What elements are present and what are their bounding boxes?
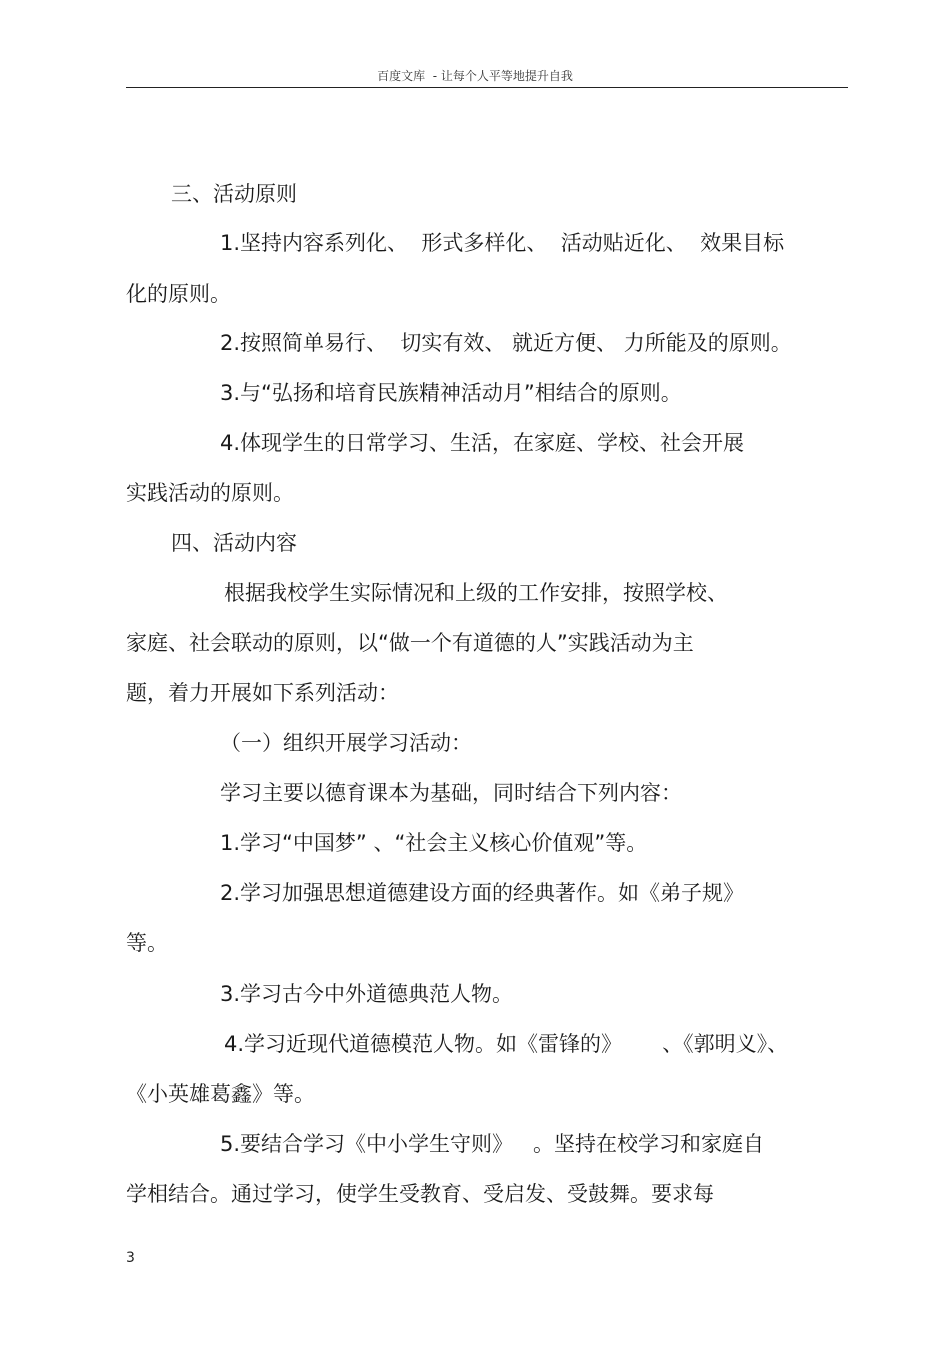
paragraph-line: 根据我校学生实际情况和上级的工作安排，按照学校、: [224, 581, 728, 605]
paragraph-line: 4.体现学生的日常学习、生活，在家庭、学校、社会开展: [220, 431, 745, 455]
paragraph-line: 学相结合。通过学习，使学生受教育、受启发、受鼓舞。要求每: [126, 1182, 714, 1206]
subsection-heading: （一）组织开展学习活动：: [220, 731, 472, 755]
section-heading-principles: 三、活动原则: [171, 182, 297, 206]
paragraph-line: 题，着力开展如下系列活动：: [126, 681, 399, 705]
paragraph-line: 等。: [126, 931, 168, 955]
paragraph-line: 家庭、社会联动的原则，以“做一个有道德的人”实践活动为主: [126, 631, 694, 655]
paragraph-line: 1.坚持内容系列化、 形式多样化、 活动贴近化、 效果目标: [220, 231, 785, 255]
paragraph-line: 学习主要以德育课本为基础，同时结合下列内容：: [220, 781, 682, 805]
paragraph-line: 3.学习古今中外道德典范人物。: [220, 982, 514, 1006]
paragraph-line: 《小英雄葛鑫》等。: [126, 1082, 315, 1106]
paragraph-line: 4.学习近现代道德模范人物。如《雷锋的》 、《郭明义》、: [224, 1032, 789, 1056]
paragraph-line: 1.学习“中国梦” 、“社会主义核心价值观”等。: [220, 831, 648, 855]
paragraph-line: 实践活动的原则。: [126, 481, 294, 505]
section-heading-content: 四、活动内容: [171, 531, 297, 555]
paragraph-line: 2.学习加强思想道德建设方面的经典著作。如《弟子规》: [220, 881, 745, 905]
page-header: 百度文库 - 让每个人平等地提升自我: [377, 69, 573, 83]
header-divider: [126, 87, 848, 88]
paragraph-line: 3.与“弘扬和培育民族精神活动月”相结合的原则。: [220, 381, 682, 405]
paragraph-line: 化的原则。: [126, 282, 231, 306]
page-number: 3: [126, 1250, 135, 1266]
paragraph-line: 2.按照简单易行、 切实有效、 就近方便、 力所能及的原则。: [220, 331, 792, 355]
paragraph-line: 5.要结合学习《中小学生守则》 。坚持在校学习和家庭自: [220, 1132, 765, 1156]
